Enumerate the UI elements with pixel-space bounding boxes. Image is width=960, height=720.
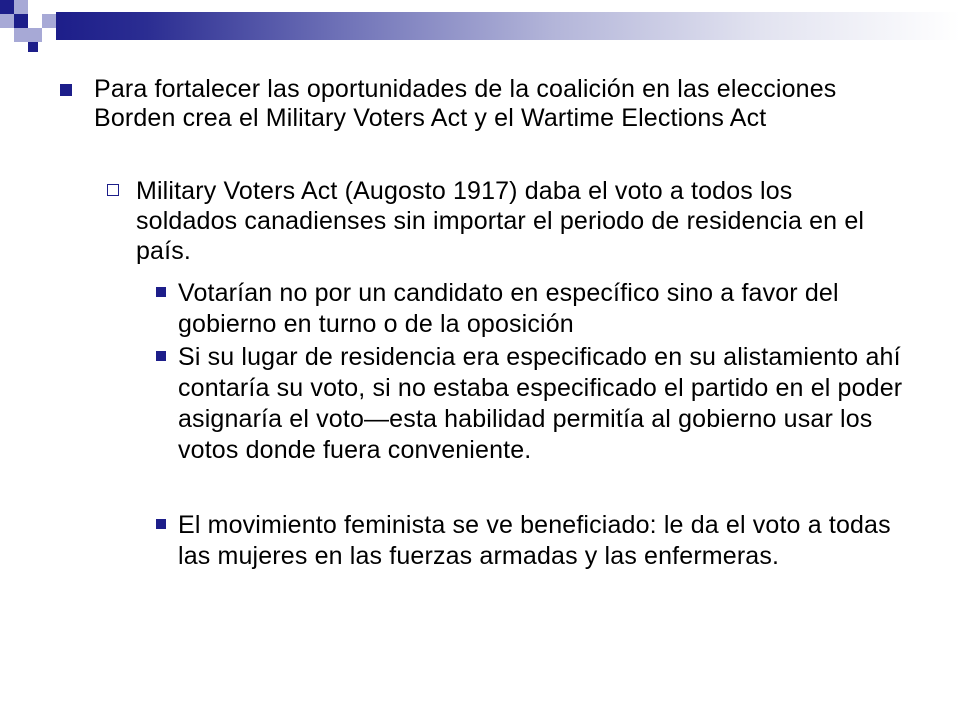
square-bullet-icon [156, 519, 166, 529]
bullet-level-2: Military Voters Act (Augosto 1917) daba el voto a todos los soldados canadienses sin importar el periodo de residencia en el país. [136, 177, 865, 265]
bullet-level-3: Votarían no por un candidato en específico sino a favor del gobierno en turno o de la oposición [178, 279, 839, 338]
hollow-square-bullet-icon [107, 184, 119, 196]
bullet-level-3: El movimiento feminista se ve beneficiado: le da el voto a todas las mujeres en las fuerzas armadas y las enfermeras. [178, 511, 891, 570]
square-bullet-icon [156, 287, 166, 297]
square-bullet-icon [156, 351, 166, 361]
square-bullet-icon [60, 84, 72, 96]
bullet-level-1: Para fortalecer las oportunidades de la coalición en las elecciones Borden crea el Military Voters Act y el Wartime Elections Act [94, 75, 837, 132]
bullet-level-3: Si su lugar de residencia era especificado en su alistamiento ahí contaría su voto, si no estaba especificado el partido en el poder asignaría el voto—esta habilidad permitía al gobierno usar los votos donde fuera conveniente. [178, 343, 903, 464]
